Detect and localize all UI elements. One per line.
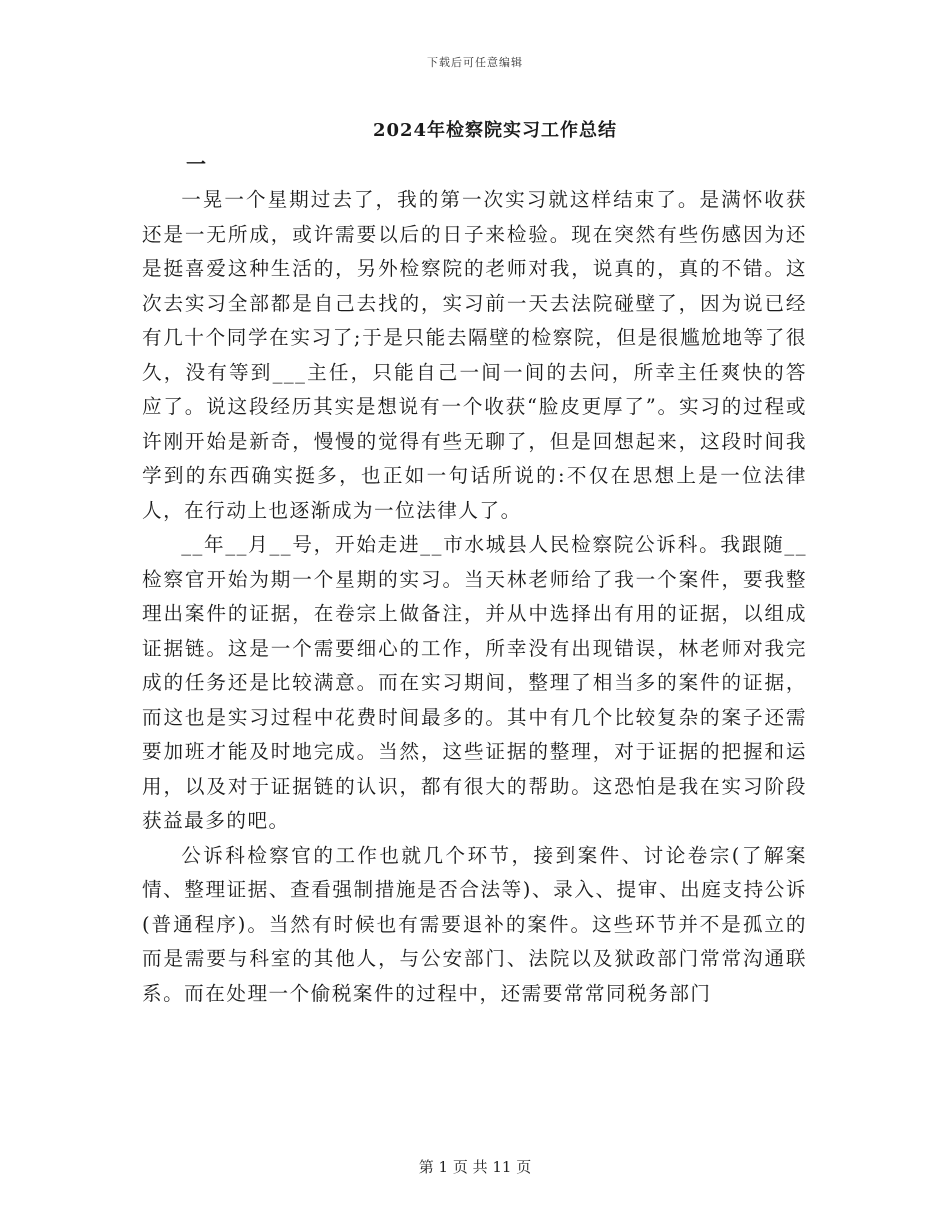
paragraph-2: __年__月__号，开始走进__市水城县人民检察院公诉科。我跟随__检察官开始为期一个星期的实习。当天林老师给了我一个案件，要我整理出案件的证据，在卷宗上做备注，并从中选择出有用的证据，以组成证据链。这是一个需要细心的工作，所幸没有出现错误，林老师对我完成的任务还是比较满意。而在实习期间，整理了相当多的案件的证据，而这也是实习过程中花费时间最多的。其中有几个比较复杂的案子还需要加班才能及时地完成。当然，这些证据的整理，对于证据的把握和运用，以及对于证据链的认识，都有很大的帮助。这恐怕是我在实习阶段获益最多的吧。: [142, 533, 807, 832]
page-footer: 第 1 页 共 11 页: [418, 1158, 532, 1176]
header-note: 下载后可任意编辑: [427, 56, 523, 69]
paragraph-1: 一晃一个星期过去了，我的第一次实习就这样结束了。是满怀收获还是一无所成，或许需要以后的日子来检验。现在突然有些伤感因为还是挺喜爱这种生活的，另外检察院的老师对我，说真的，真的不错。这次去实习全部都是自己去找的，实习前一天去法院碰壁了，因为说已经有几十个同学在实习了;于是只能去隔壁的检察院，但是很尴尬地等了很久，没有等到___主任，只能自己一间一间的去问，所幸主任爽快的答应了。说这段经历其实是想说有一个收获“脸皮更厚了”。实习的过程或许刚开始是新奇，慢慢的觉得有些无聊了，但是回想起来，这段时间我学到的东西确实挺多，也正如一句话所说的:不仅在思想上是一位法律人，在行动上也逐渐成为一位法律人了。: [142, 188, 807, 522]
paragraph-3: 公诉科检察官的工作也就几个环节，接到案件、讨论卷宗(了解案情、整理证据、查看强制措施是否合法等)、录入、提审、出庭支持公诉(普通程序)。当然有时候也有需要退补的案件。这些环节并不是孤立的而是需要与科室的其他人，与公安部门、法院以及狱政部门常常沟通联系。而在处理一个偷税案件的过程中，还需要常常同税务部门: [142, 843, 807, 1005]
document-body: [142, 183, 807, 1011]
document-title: 2024年检察院实习工作总结: [372, 120, 618, 141]
section-number: 一: [186, 152, 206, 176]
